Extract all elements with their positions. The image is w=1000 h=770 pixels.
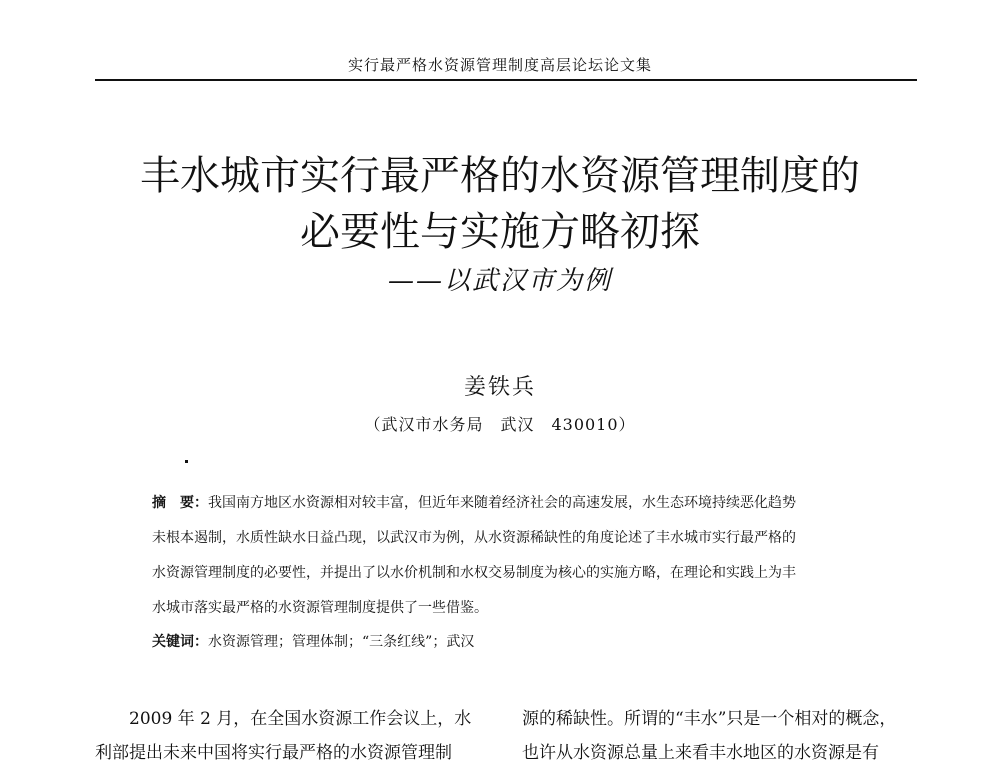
author-affiliation: （武汉市水务局 武汉 430010） — [364, 415, 636, 434]
body-line: 也许从水资源总量上来看丰水地区的水资源是有 — [522, 743, 879, 763]
keywords — [152, 631, 852, 651]
abstract — [152, 486, 852, 626]
keywords-label: 关键词： — [152, 634, 208, 650]
abstract-line: 水城市落实最严格的水资源管理制度提供了一些借鉴。 — [152, 600, 488, 616]
abstract-line: 水资源管理制度的必要性，并提出了以水价机制和水权交易制度为核心的实施方略，在理论和实践上为丰 — [152, 565, 796, 581]
body-line: 利部提出未来中国将实行最严格的水资源管理制 — [95, 743, 452, 763]
author-name: 姜铁兵 — [463, 375, 536, 400]
running-header: 实行最严格水资源管理制度高层论坛论文集 — [347, 56, 652, 74]
abstract-label: 摘 要： — [152, 495, 208, 511]
abstract-text: 我国南方地区水资源相对较丰富，但近年来随着经济社会的高速发展，水生态环境持续恶化趋势 — [208, 495, 796, 511]
header-rule — [95, 79, 917, 81]
body-line: 源的稀缺性。所谓的“丰水”只是一个相对的概念， — [522, 709, 897, 729]
abstract-line — [152, 486, 852, 521]
keywords-text: 水资源管理；管理体制；“三条红线”；武汉 — [208, 634, 475, 650]
body-line: 2009 年 2 月，在全国水资源工作会议上，水 — [129, 709, 472, 729]
article-subtitle: ——以武汉市为例 — [387, 266, 612, 296]
stray-dot — [185, 460, 188, 463]
article-title-line-2: 必要性与实施方略初探 — [300, 209, 700, 255]
article-title-line-1: 丰水城市实行最严格的水资源管理制度的 — [140, 153, 860, 199]
abstract-line: 未根本遏制，水质性缺水日益凸现，以武汉市为例，从水资源稀缺性的角度论述了丰水城市实行最严格的 — [152, 530, 796, 546]
